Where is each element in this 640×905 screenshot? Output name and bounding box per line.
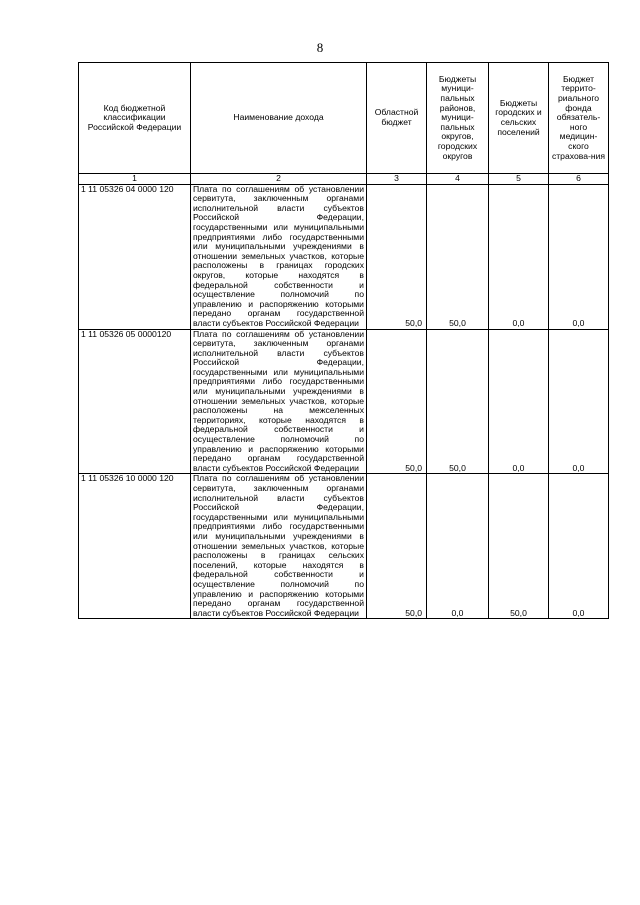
revenue-name: Плата по соглашениям об установлении сервитута, заключенным органами исполнительной власти субъектов Российской Федерации, государственными или муниципальными предприятиями либо государственными или муниципальными учреждениями в отношении земельных участков, которые расположены в границах сельских поселений, которые находятся в федеральной собственности и осуществление полномочий по управлению и распоряжению которыми передано органам государственной власти субъектов Российской Федерации xyxy=(191,474,367,619)
settlement-value: 0,0 xyxy=(489,184,549,329)
tfoms-value: 0,0 xyxy=(549,184,609,329)
municipal-value: 50,0 xyxy=(427,329,489,474)
settlement-value: 0,0 xyxy=(489,329,549,474)
header-settlement-budgets: Бюджеты городских и сельских поселений xyxy=(489,63,549,174)
column-number: 3 xyxy=(367,174,427,185)
column-number: 6 xyxy=(549,174,609,185)
municipal-value: 0,0 xyxy=(427,474,489,619)
table-row xyxy=(79,184,609,329)
tfoms-value: 0,0 xyxy=(549,474,609,619)
table-row xyxy=(79,329,609,474)
header-regional-budget: Областной бюджет xyxy=(367,63,427,174)
column-number-row xyxy=(79,174,609,185)
revenue-distribution-table xyxy=(78,62,609,619)
revenue-name: Плата по соглашениям об установлении сервитута, заключенным органами исполнительной власти субъектов Российской Федерации, государственными или муниципальными предприятиями либо государственными или муниципальными учреждениями в отношении земельных участков, которые расположены на межселенных территориях, которые находятся в федеральной собственности и осуществление полномочий по управлению и распоряжению которыми передано органам государственной власти субъектов Российской Федерации xyxy=(191,329,367,474)
budget-code: 1 11 05326 04 0000 120 xyxy=(79,184,191,329)
regional-value: 50,0 xyxy=(367,329,427,474)
column-number: 5 xyxy=(489,174,549,185)
header-row xyxy=(79,63,609,174)
header-tfoms-budget: Бюджет террито-риального фонда обязатель-ного медицин-ского страхова-ния xyxy=(549,63,609,174)
table-row xyxy=(79,474,609,619)
header-code: Код бюджетной классификации Российской Федерации xyxy=(79,63,191,174)
page-number: 8 xyxy=(316,40,324,55)
header-municipal-budgets: Бюджеты муници-пальных районов, муници-пальных округов, городских округов xyxy=(427,63,489,174)
revenue-name: Плата по соглашениям об установлении сервитута, заключенным органами исполнительной власти субъектов Российской Федерации, государственными или муниципальными предприятиями либо государственными или муниципальными учреждениями в отношении земельных участков, которые расположены в границах городских округов, которые находятся в федеральной собственности и осуществление полномочий по управлению и распоряжению которыми передано органам государственной власти субъектов Российской Федерации xyxy=(191,184,367,329)
column-number: 4 xyxy=(427,174,489,185)
header-revenue-name: Наименование дохода xyxy=(191,63,367,174)
settlement-value: 50,0 xyxy=(489,474,549,619)
budget-code: 1 11 05326 10 0000 120 xyxy=(79,474,191,619)
column-number: 2 xyxy=(191,174,367,185)
municipal-value: 50,0 xyxy=(427,184,489,329)
regional-value: 50,0 xyxy=(367,474,427,619)
regional-value: 50,0 xyxy=(367,184,427,329)
budget-code: 1 11 05326 05 0000120 xyxy=(79,329,191,474)
column-number: 1 xyxy=(79,174,191,185)
tfoms-value: 0,0 xyxy=(549,329,609,474)
